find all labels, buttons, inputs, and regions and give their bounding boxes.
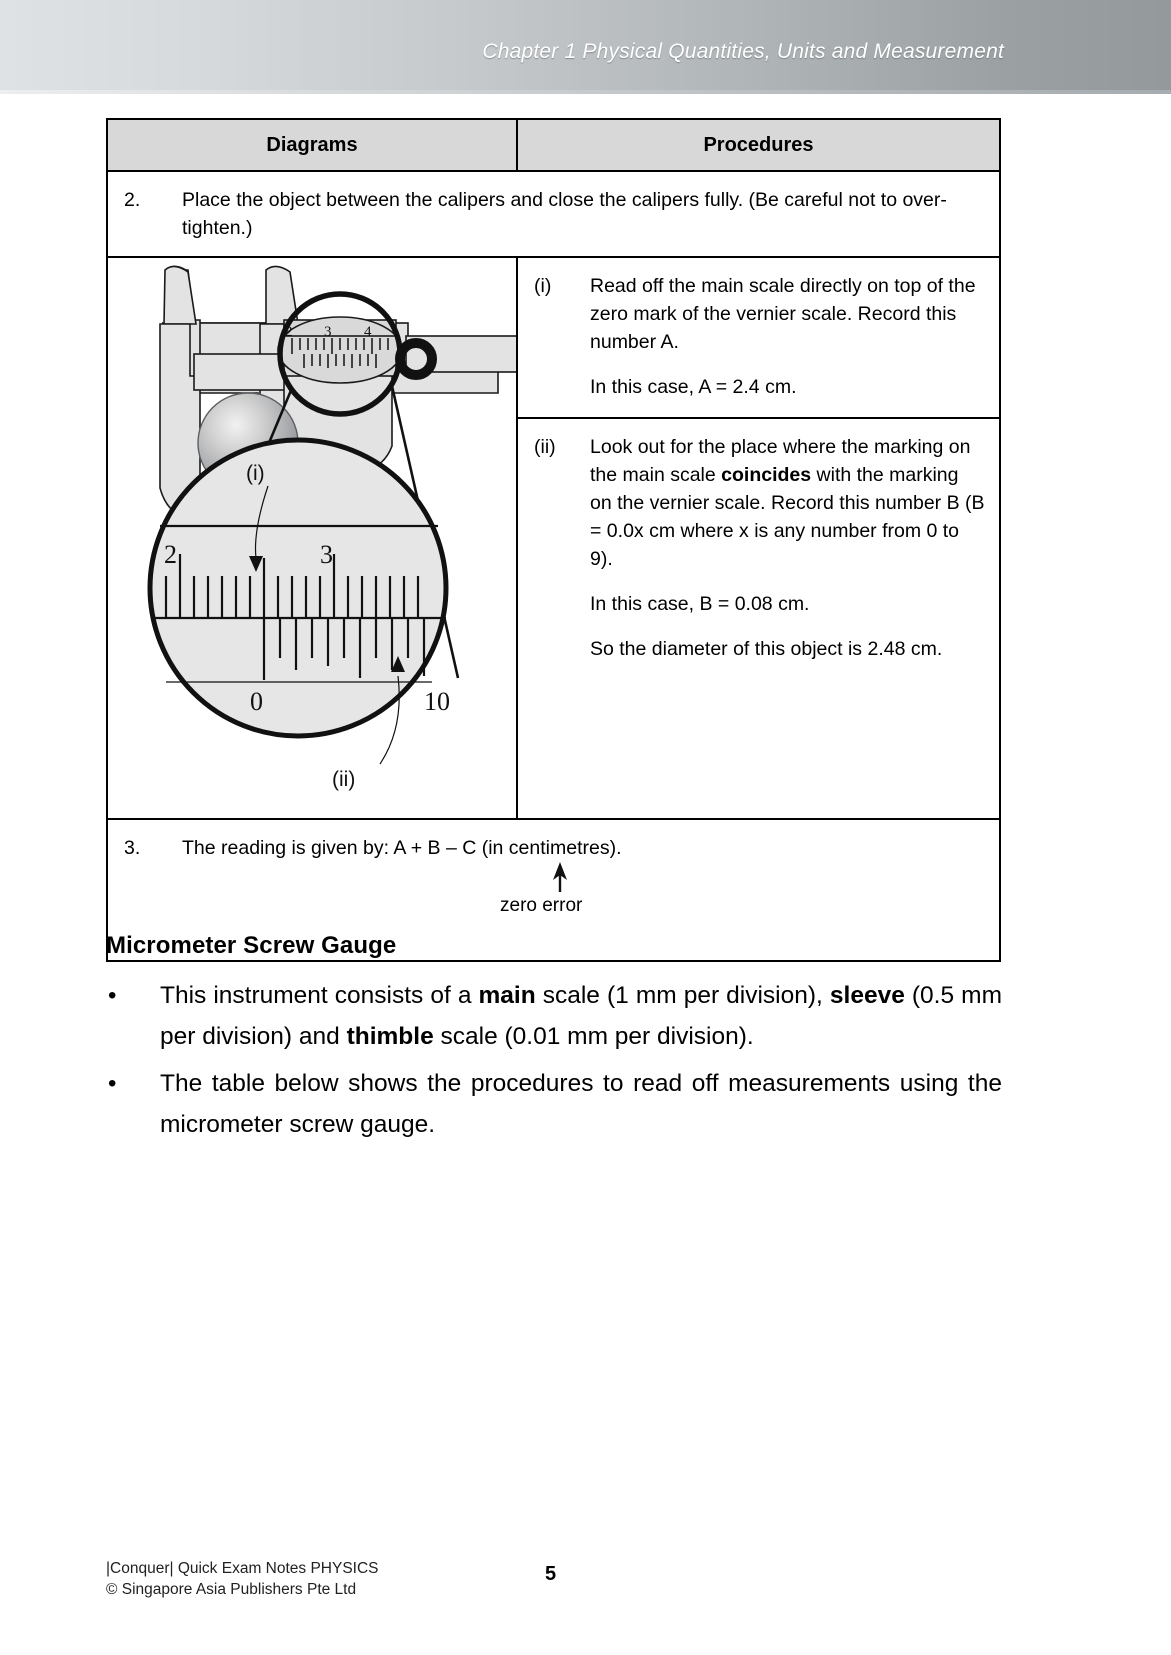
zero-error-arrow-icon: [550, 862, 570, 892]
caliper-scale-label-4: 4: [364, 324, 372, 340]
table-row-main: [108, 258, 999, 820]
procedure-ii-marker: (ii): [534, 436, 556, 458]
magnified-vernier-label-10: 10: [424, 687, 450, 716]
column-header-diagrams: [108, 120, 518, 170]
bullet-marker-2: •: [108, 1070, 117, 1097]
magnified-vernier-label-0: 0: [250, 687, 263, 716]
procedures-table: [106, 118, 1001, 962]
page-header-band: [0, 0, 1171, 94]
column-header-diagrams-label: Diagrams: [266, 134, 358, 156]
table-header-row: [108, 120, 999, 172]
footer-line-2: © Singapore Asia Publishers Pte Ltd: [106, 1581, 357, 1598]
procedure-i-body: [590, 272, 985, 401]
micrometer-bullet-list: [106, 975, 1002, 1151]
procedures-cell: [518, 258, 999, 818]
bullet-1-part-5: thimble: [346, 1023, 434, 1050]
list-item: [106, 975, 1002, 1057]
callout-i-label: (i): [246, 462, 265, 485]
procedure-i-line-1: Read off the main scale directly on top of the zero mark of the vernier scale. Record this number A.: [590, 275, 976, 353]
procedure-i-line-2: In this case, A = 2.4 cm.: [590, 376, 797, 398]
step-2-number: 2.: [124, 189, 141, 211]
zero-error-annotation: zero error: [500, 895, 583, 916]
magnified-main-scale-label-2: 2: [164, 540, 177, 569]
caliper-scale-label-3: 3: [324, 324, 332, 340]
bullet-marker-1: •: [108, 982, 117, 1009]
bullet-text-1: [160, 975, 1002, 1057]
chapter-title: Chapter 1 Physical Quantities, Units and Measurement: [482, 40, 1004, 63]
diagram-cell: [108, 258, 518, 818]
caliper-scale-label-2: 2: [285, 324, 293, 340]
page-footer: [106, 1558, 379, 1600]
bullet-1-part-2: scale (1 mm per division),: [535, 982, 830, 1009]
bullet-text-2: [160, 1063, 1002, 1145]
procedure-i-marker: (i): [534, 275, 552, 297]
procedure-ii-line-1: [590, 433, 985, 573]
procedure-item-ii: [518, 419, 999, 679]
step-2-text: Place the object between the calipers and close the calipers fully. (Be careful not to over-tighten.): [182, 189, 947, 239]
step-3-text-wrapper: [182, 834, 622, 916]
bullet-1-part-0: This instrument consists of a: [160, 982, 479, 1009]
column-header-procedures: [518, 120, 999, 170]
table-row-step-2: [108, 172, 999, 258]
bullet-1-part-1: main: [478, 982, 536, 1009]
list-item: [106, 1063, 1002, 1145]
step-3-number: 3.: [124, 837, 141, 859]
column-header-procedures-label: Procedures: [703, 134, 814, 156]
vernier-caliper-illustration: [108, 258, 518, 818]
magnified-main-scale-label-3: 3: [320, 540, 333, 569]
procedure-ii-text-b: with the marking on the vernier scale. Record this number B (B = 0.0x cm where x is any number from 0 to 9).: [590, 464, 985, 570]
bullet-1-part-6: scale (0.01 mm per division).: [433, 1023, 754, 1050]
procedure-ii-body: [590, 433, 985, 663]
page-number: 5: [545, 1563, 557, 1585]
bullet-1-part-4: (0.5 mm per division) and: [160, 982, 1002, 1050]
procedure-ii-text-a: Look out for the place where the marking on the main scale: [590, 436, 971, 486]
step-3-text: The reading is given by: A + B – C (in centimetres).: [182, 837, 622, 859]
procedure-ii-emphasis: coincides: [721, 464, 812, 486]
callout-ii-label: (ii): [332, 768, 356, 791]
procedure-item-i: [518, 258, 999, 419]
bullet-2-part-0: The table below shows the procedures to read off measurements using the micrometer screw gauge.: [160, 1070, 1002, 1138]
bullet-1-part-3: sleeve: [829, 982, 905, 1009]
footer-line-1: |Conquer| Quick Exam Notes PHYSICS: [106, 1560, 379, 1577]
page-section-heading: Micrometer Screw Gauge: [106, 932, 397, 959]
procedure-ii-line-2: In this case, B = 0.08 cm.: [590, 593, 810, 615]
procedure-ii-line-3: So the diameter of this object is 2.48 cm.: [590, 638, 943, 660]
